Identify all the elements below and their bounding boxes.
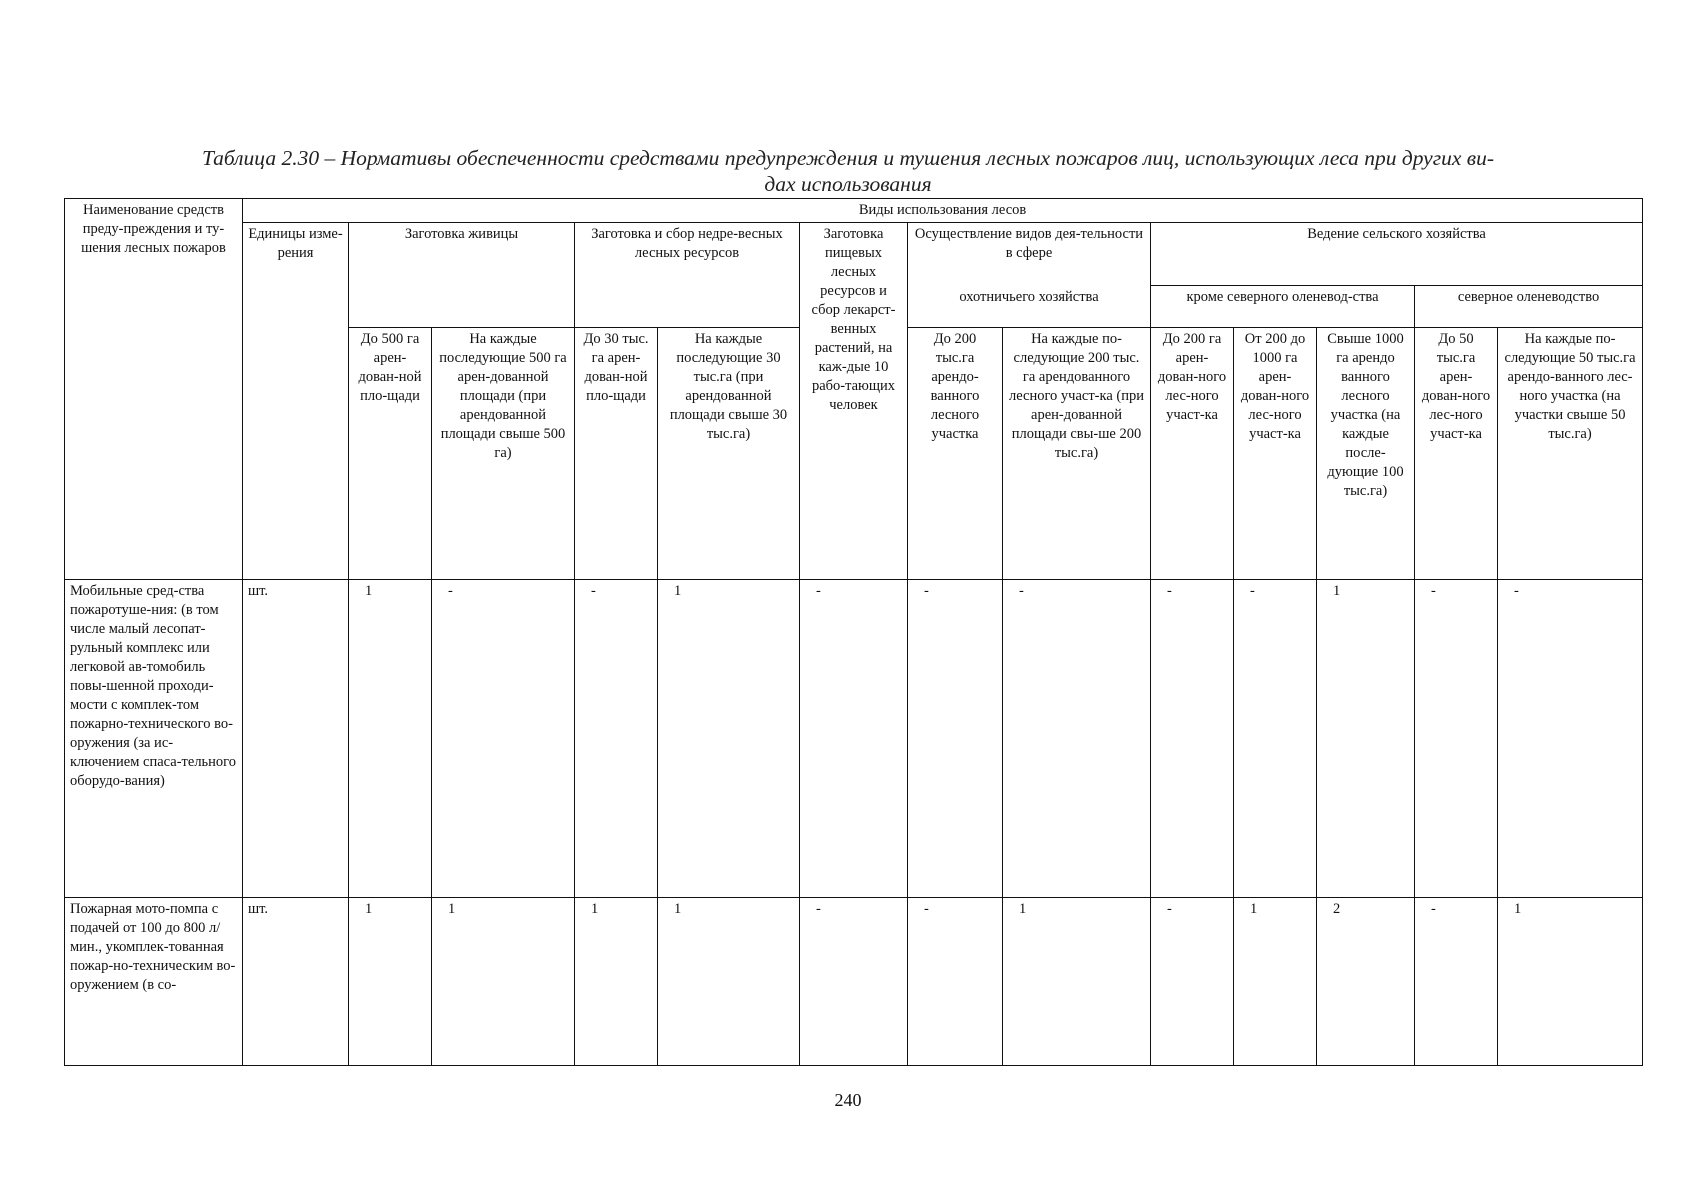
sub-header: На каждые последующие 30 тыс.га (при арендованной площади свыше 30 тыс.га) (658, 328, 800, 580)
row-value: - (1003, 580, 1151, 898)
table-row (65, 580, 1643, 898)
table-row (65, 898, 1643, 1066)
row-value: 1 (575, 898, 658, 1066)
row-unit: шт. (243, 898, 349, 1066)
row-value: - (1151, 580, 1234, 898)
row-value: - (1498, 580, 1643, 898)
header-name-col: Наименование средств преду-преждения и ту-шения лесных пожаров (65, 199, 243, 580)
sub-header: До 200 га арен-дован-ного лес-ного участ-ка (1151, 328, 1234, 580)
sub-header: На каждые по-следующие 50 тыс.га арендо-ванного лес-ного участка (на участки свыше 50 тыс.га) (1498, 328, 1643, 580)
row-value: 1 (349, 898, 432, 1066)
header-resin: Заготовка живицы (349, 223, 575, 328)
row-value: - (800, 580, 908, 898)
sub-header: До 50 тыс.га арен-дован-ного лес-ного участ-ка (1415, 328, 1498, 580)
header-hunting-bottom: охотничьего хозяйства (908, 286, 1151, 328)
row-value: 1 (658, 898, 800, 1066)
sub-header: На каждые последующие 500 га арен-дованной площади (при арендованной площади свыше 500 га) (432, 328, 575, 580)
norms-table (64, 198, 1643, 1066)
row-value: - (800, 898, 908, 1066)
row-unit: шт. (243, 580, 349, 898)
header-non-timber: Заготовка и сбор недре-весных лесных ресурсов (575, 223, 800, 328)
sub-header: До 30 тыс. га арен-дован-ной пло-щади (575, 328, 658, 580)
row-value: - (1151, 898, 1234, 1066)
row-name: Пожарная мото-помпа с подачей от 100 до 800 л/мин., укомплек-тованная пожар-но-техническим во-оружением (в со- (65, 898, 243, 1066)
row-value: 2 (1317, 898, 1415, 1066)
row-value: - (1234, 580, 1317, 898)
header-reindeer: северное оленеводство (1415, 286, 1643, 328)
table-caption (110, 145, 1586, 197)
row-value: 1 (1003, 898, 1151, 1066)
sub-header: До 500 га арен-дован-ной пло-щади (349, 328, 432, 580)
row-value: 1 (1317, 580, 1415, 898)
header-food: Заготовка пищевых лесных ресурсов и сбор лекарст-венных растений, на каж-дые 10 рабо-тающих человек (800, 223, 908, 580)
row-value: 1 (1498, 898, 1643, 1066)
header-units-col: Единицы изме-рения (243, 223, 349, 580)
row-value: - (575, 580, 658, 898)
header-forest-use-types: Виды использования лесов (243, 199, 1643, 223)
row-value: - (908, 580, 1003, 898)
row-name: Мобильные сред-ства пожаротуше-ния: (в том числе малый лесопат-рульный комплекс или легковой ав-томобиль повы-шенной проходи-мости с комплек-том пожарно-технического во-оружения (за ис-ключением спаса-тельного оборудо-вания) (65, 580, 243, 898)
row-value: - (1415, 898, 1498, 1066)
row-value: - (908, 898, 1003, 1066)
row-value: 1 (1234, 898, 1317, 1066)
table-caption-line-2: дах использования (764, 172, 932, 196)
header-except-reindeer: кроме северного оленевод-ства (1151, 286, 1415, 328)
row-value: 1 (432, 898, 575, 1066)
row-value: - (1415, 580, 1498, 898)
header-row-2 (65, 223, 1643, 286)
table-caption-line-1: Таблица 2.30 – Нормативы обеспеченности средствами предупреждения и тушения лесных пожаров лиц, использующих леса при других ви- (201, 146, 1495, 170)
page-number: 240 (834, 1090, 862, 1110)
row-value: - (432, 580, 575, 898)
sub-header: На каждые по-следующие 200 тыс. га арендованного лесного участ-ка (при арен-дованной площади свы-ше 200 тыс.га) (1003, 328, 1151, 580)
row-value: 1 (658, 580, 800, 898)
header-hunting-top: Осуществление видов дея-тельности в сфере (908, 223, 1151, 286)
sub-header: До 200 тыс.га арендо-ванного лесного участка (908, 328, 1003, 580)
header-row-1 (65, 199, 1643, 223)
sub-header: От 200 до 1000 га арен-дован-ного лес-ного участ-ка (1234, 328, 1317, 580)
header-agriculture: Ведение сельского хозяйства (1151, 223, 1643, 286)
sub-header: Свыше 1000 га арендо ванного лесного участка (на каждые после-дующие 100 тыс.га) (1317, 328, 1415, 580)
row-value: 1 (349, 580, 432, 898)
